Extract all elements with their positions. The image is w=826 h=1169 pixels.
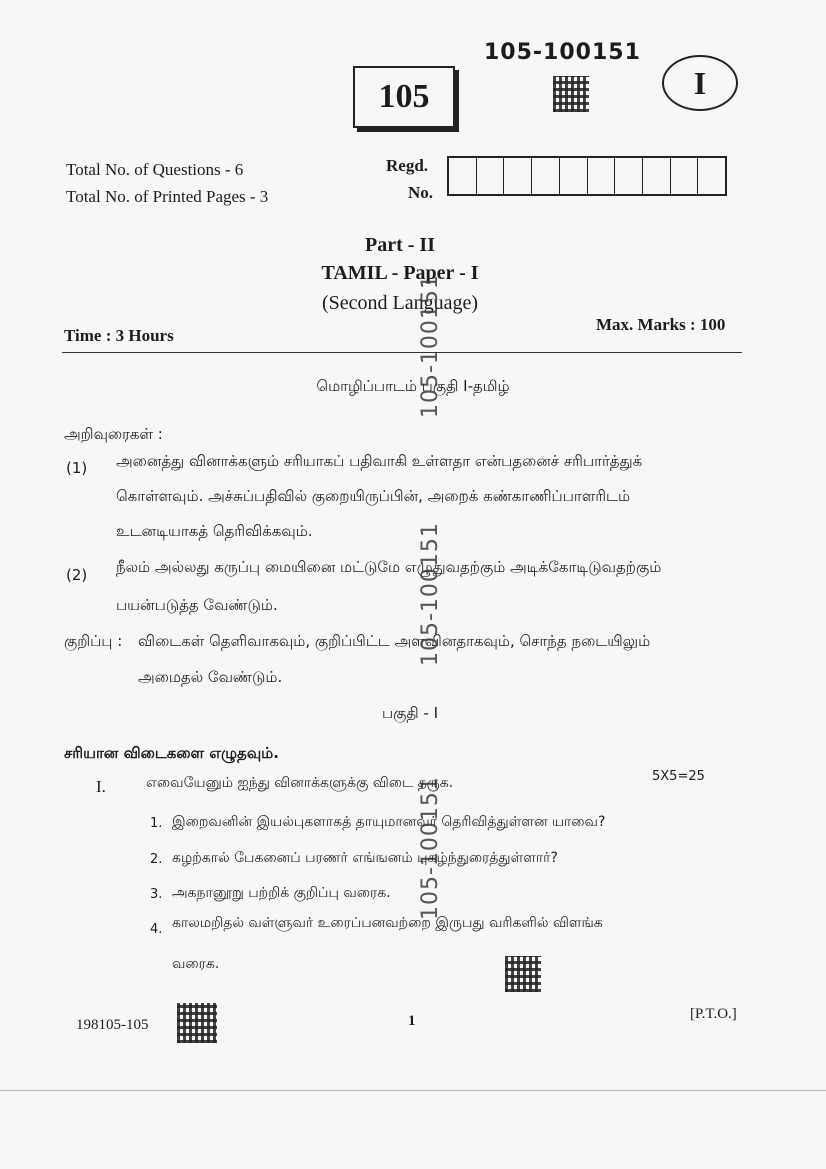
total-questions: Total No. of Questions - 6	[66, 160, 244, 179]
instruction-2-line-1: நீலம் அல்லது கருப்பு மையினை மட்டுமே எழுதுவதற்கும் அடிக்கோடிடுவதற்கும்	[116, 558, 662, 576]
header-divider	[62, 352, 742, 353]
watermark-2: 105-100151	[418, 522, 443, 666]
subquestion-2-number: 2.	[150, 852, 163, 867]
watermark-1: 105-100151	[418, 274, 443, 418]
bottom-scan-line	[0, 1090, 826, 1091]
watermark-3: 105-100151	[418, 776, 443, 920]
set-label: I	[693, 64, 707, 101]
subquestion-2-text: கழற்கால் பேகனைப் பரணர் எங்ஙனம் புகழ்ந்துரைத்துள்ளார்?	[172, 850, 558, 866]
no-label: No.	[408, 183, 434, 202]
time-label: Time : 3 Hours	[64, 326, 174, 345]
page-number: 1	[408, 1013, 416, 1029]
instruction-2-line-2: பயன்படுத்த வேண்டும்.	[116, 596, 278, 614]
paper-code: 105	[378, 78, 430, 115]
subquestion-4-continuation: வரைக.	[172, 956, 220, 972]
tamil-heading: மொழிப்பாடம் பகுதி I-தமிழ்	[316, 377, 510, 395]
part-title: Part - II	[365, 234, 435, 256]
note-line-1: விடைகள் தெளிவாகவும், குறிப்பிட்ட அளவினதாகவும், சொந்த நடையிலும்	[138, 632, 651, 650]
instruction-1-line-2: கொள்ளவும். அச்சுப்பதிவில் குறையிருப்பின், அறைக் கண்காணிப்பாளரிடம்	[116, 487, 631, 505]
instruction-1-line-1: அனைத்து வினாக்களும் சரியாகப் பதிவாகி உள்ளதா என்பதனைச் சரிபார்த்துக்	[116, 452, 643, 470]
subquestion-4-number: 4.	[150, 922, 163, 937]
instruction-2-number: (2)	[66, 566, 88, 584]
instruction-1-number: (1)	[66, 459, 88, 477]
section-direction: சரியான விடைகளை எழுதவும்.	[64, 744, 279, 762]
instruction-1-line-3: உடனடியாகத் தெரிவிக்கவும்.	[116, 522, 313, 540]
registration-number-boxes[interactable]	[447, 156, 727, 196]
section-label: பகுதி - I	[381, 704, 439, 722]
paper-code-box	[353, 66, 455, 128]
top-serial-code: 105-100151	[484, 40, 641, 65]
subject-title: TAMIL - Paper - I	[321, 262, 479, 284]
pto-label: [P.T.O.]	[690, 1006, 737, 1022]
note-label: குறிப்பு :	[64, 632, 123, 650]
subquestion-3-text: அகநானூறு பற்றிக் குறிப்பு வரைக.	[172, 885, 391, 901]
subquestion-4-text: காலமறிதல் வள்ளுவர் உரைப்பனவற்றை இருபது வரிகளில் விளங்க	[172, 915, 603, 931]
subquestion-1-text: இறைவனின் இயல்புகளாகத் தாயுமானவர் தெரிவித்துள்ளன யாவை?	[172, 814, 606, 830]
instructions-heading: அறிவுரைகள் :	[64, 425, 163, 443]
question-number: I.	[96, 777, 106, 796]
regd-label: Regd.	[386, 156, 429, 175]
max-marks: Max. Marks : 100	[596, 315, 726, 334]
footer-code: 198105-105	[76, 1017, 149, 1033]
language-title: (Second Language)	[321, 292, 479, 314]
set-label-oval	[662, 55, 738, 111]
question-marks: 5X5=25	[652, 769, 705, 784]
qr-code-top	[553, 76, 589, 112]
total-pages: Total No. of Printed Pages - 3	[66, 187, 269, 206]
subquestion-3-number: 3.	[150, 887, 163, 902]
datamatrix-code	[177, 1003, 217, 1043]
subquestion-1-number: 1.	[150, 816, 163, 831]
qr-code-bottom	[505, 956, 541, 992]
question-text: எவையேனும் ஐந்து வினாக்களுக்கு விடை தருக.	[146, 775, 454, 791]
note-line-2: அமைதல் வேண்டும்.	[138, 668, 283, 686]
